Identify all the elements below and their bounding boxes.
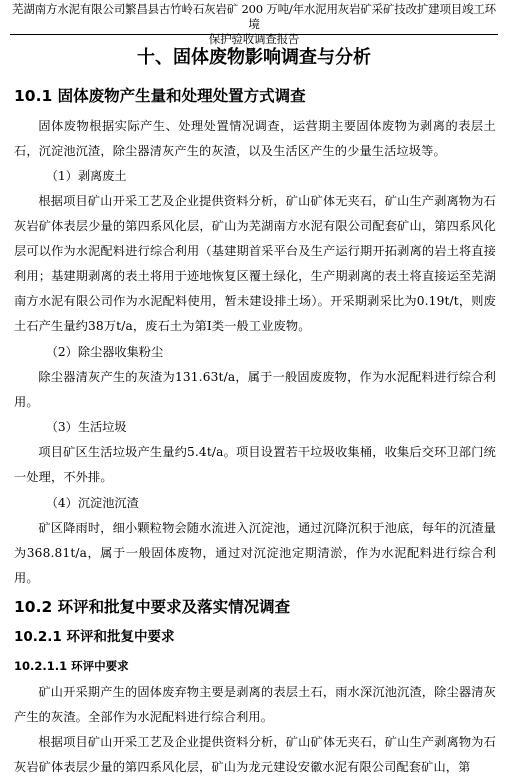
item-2-label: （2）除尘器收集粉尘 xyxy=(45,345,164,359)
running-header-line-2: 保护验收调查报告 xyxy=(208,32,300,46)
item-4-label: （4）沉淀池沉渣 xyxy=(45,496,139,510)
section-10-2-heading: 10.2 环评和批复中要求及落实情况调查 xyxy=(14,598,291,616)
item-2-text: 除尘器清灰产生的灰渣为131.63t/a，属于一般固废废物，作为水泥配料进行综合利用。 xyxy=(14,370,496,409)
section-10-2-para-1: 矿山开采期产生的固体废弃物主要是剥离的表层土石，雨水深沉池沉渣，除尘器清灰产生的灰渣。全部作为水泥配料进行综合利用。 xyxy=(14,685,496,724)
item-3-label: （3）生活垃圾 xyxy=(45,420,127,434)
item-1-text: 根据项目矿山开采工艺及企业提供资料分析，矿山矿体无夹石，矿山生产剥离物为石灰岩矿体表层少量的第四系风化层，矿山为芜湖南方水泥有限公司配套矿山，第四系风化层可以作为水泥配料进行综合利用（基建期首采平台及生产运行期开拓剥离的岩土将直接利用；基建期剥离的表土将用于迹地恢复区覆土绿化，生产期剥离的表土将直接运至芜湖南方水泥有限公司作为水泥配料使用，暂未建设排土场）。开采期剥采比为0.19t/t，则废土石产生量约38万t/a，废石土为第Ⅰ类一般工业废物。 xyxy=(14,194,496,333)
section-10-1-heading: 10.1 固体废物产生量和处理处置方式调查 xyxy=(14,87,306,105)
item-3-text: 项目矿区生活垃圾产生量约5.4t/a。项目设置若干垃圾收集桶，收集后交环卫部门统一处理，不外排。 xyxy=(14,445,496,484)
header-divider xyxy=(10,34,498,35)
section-10-2-1-1-heading: 10.2.1.1 环评中要求 xyxy=(14,659,129,673)
running-header xyxy=(10,2,498,47)
chapter-title: 十、固体废物影响调查与分析 xyxy=(137,47,371,68)
section-10-2-1-heading: 10.2.1 环评和批复中要求 xyxy=(14,629,175,645)
item-4-text: 矿区降雨时，细小颗粒物会随水流进入沉淀池，通过沉降沉积于池底，每年的沉渣量为368.81t/a，属于一般固体废物，通过对沉淀池定期清淤，作为水泥配料进行综合利用。 xyxy=(14,521,496,585)
item-1-label: （1）剥离废土 xyxy=(45,169,127,183)
section-10-1-intro: 固体废物根据实际产生、处理处置情况调查，运营期主要固体废物为剥离的表层土石，沉淀池沉渣，除尘器清灰产生的灰渣，以及生活区产生的少量生活垃圾等。 xyxy=(14,119,496,158)
section-10-2-para-2: 根据项目矿山开采工艺及企业提供资料分析，矿山矿体无夹石，矿山生产剥离物为石灰岩矿体表层少量的第四系风化层，矿山为龙元建设安徽水泥有限公司配套矿山，第 xyxy=(14,735,496,774)
running-header-line-1: 芜湖南方水泥有限公司繁昌县古竹岭石灰岩矿 200 万吨/年水泥用灰岩矿采矿技改扩建项目竣工环境 xyxy=(12,2,496,31)
